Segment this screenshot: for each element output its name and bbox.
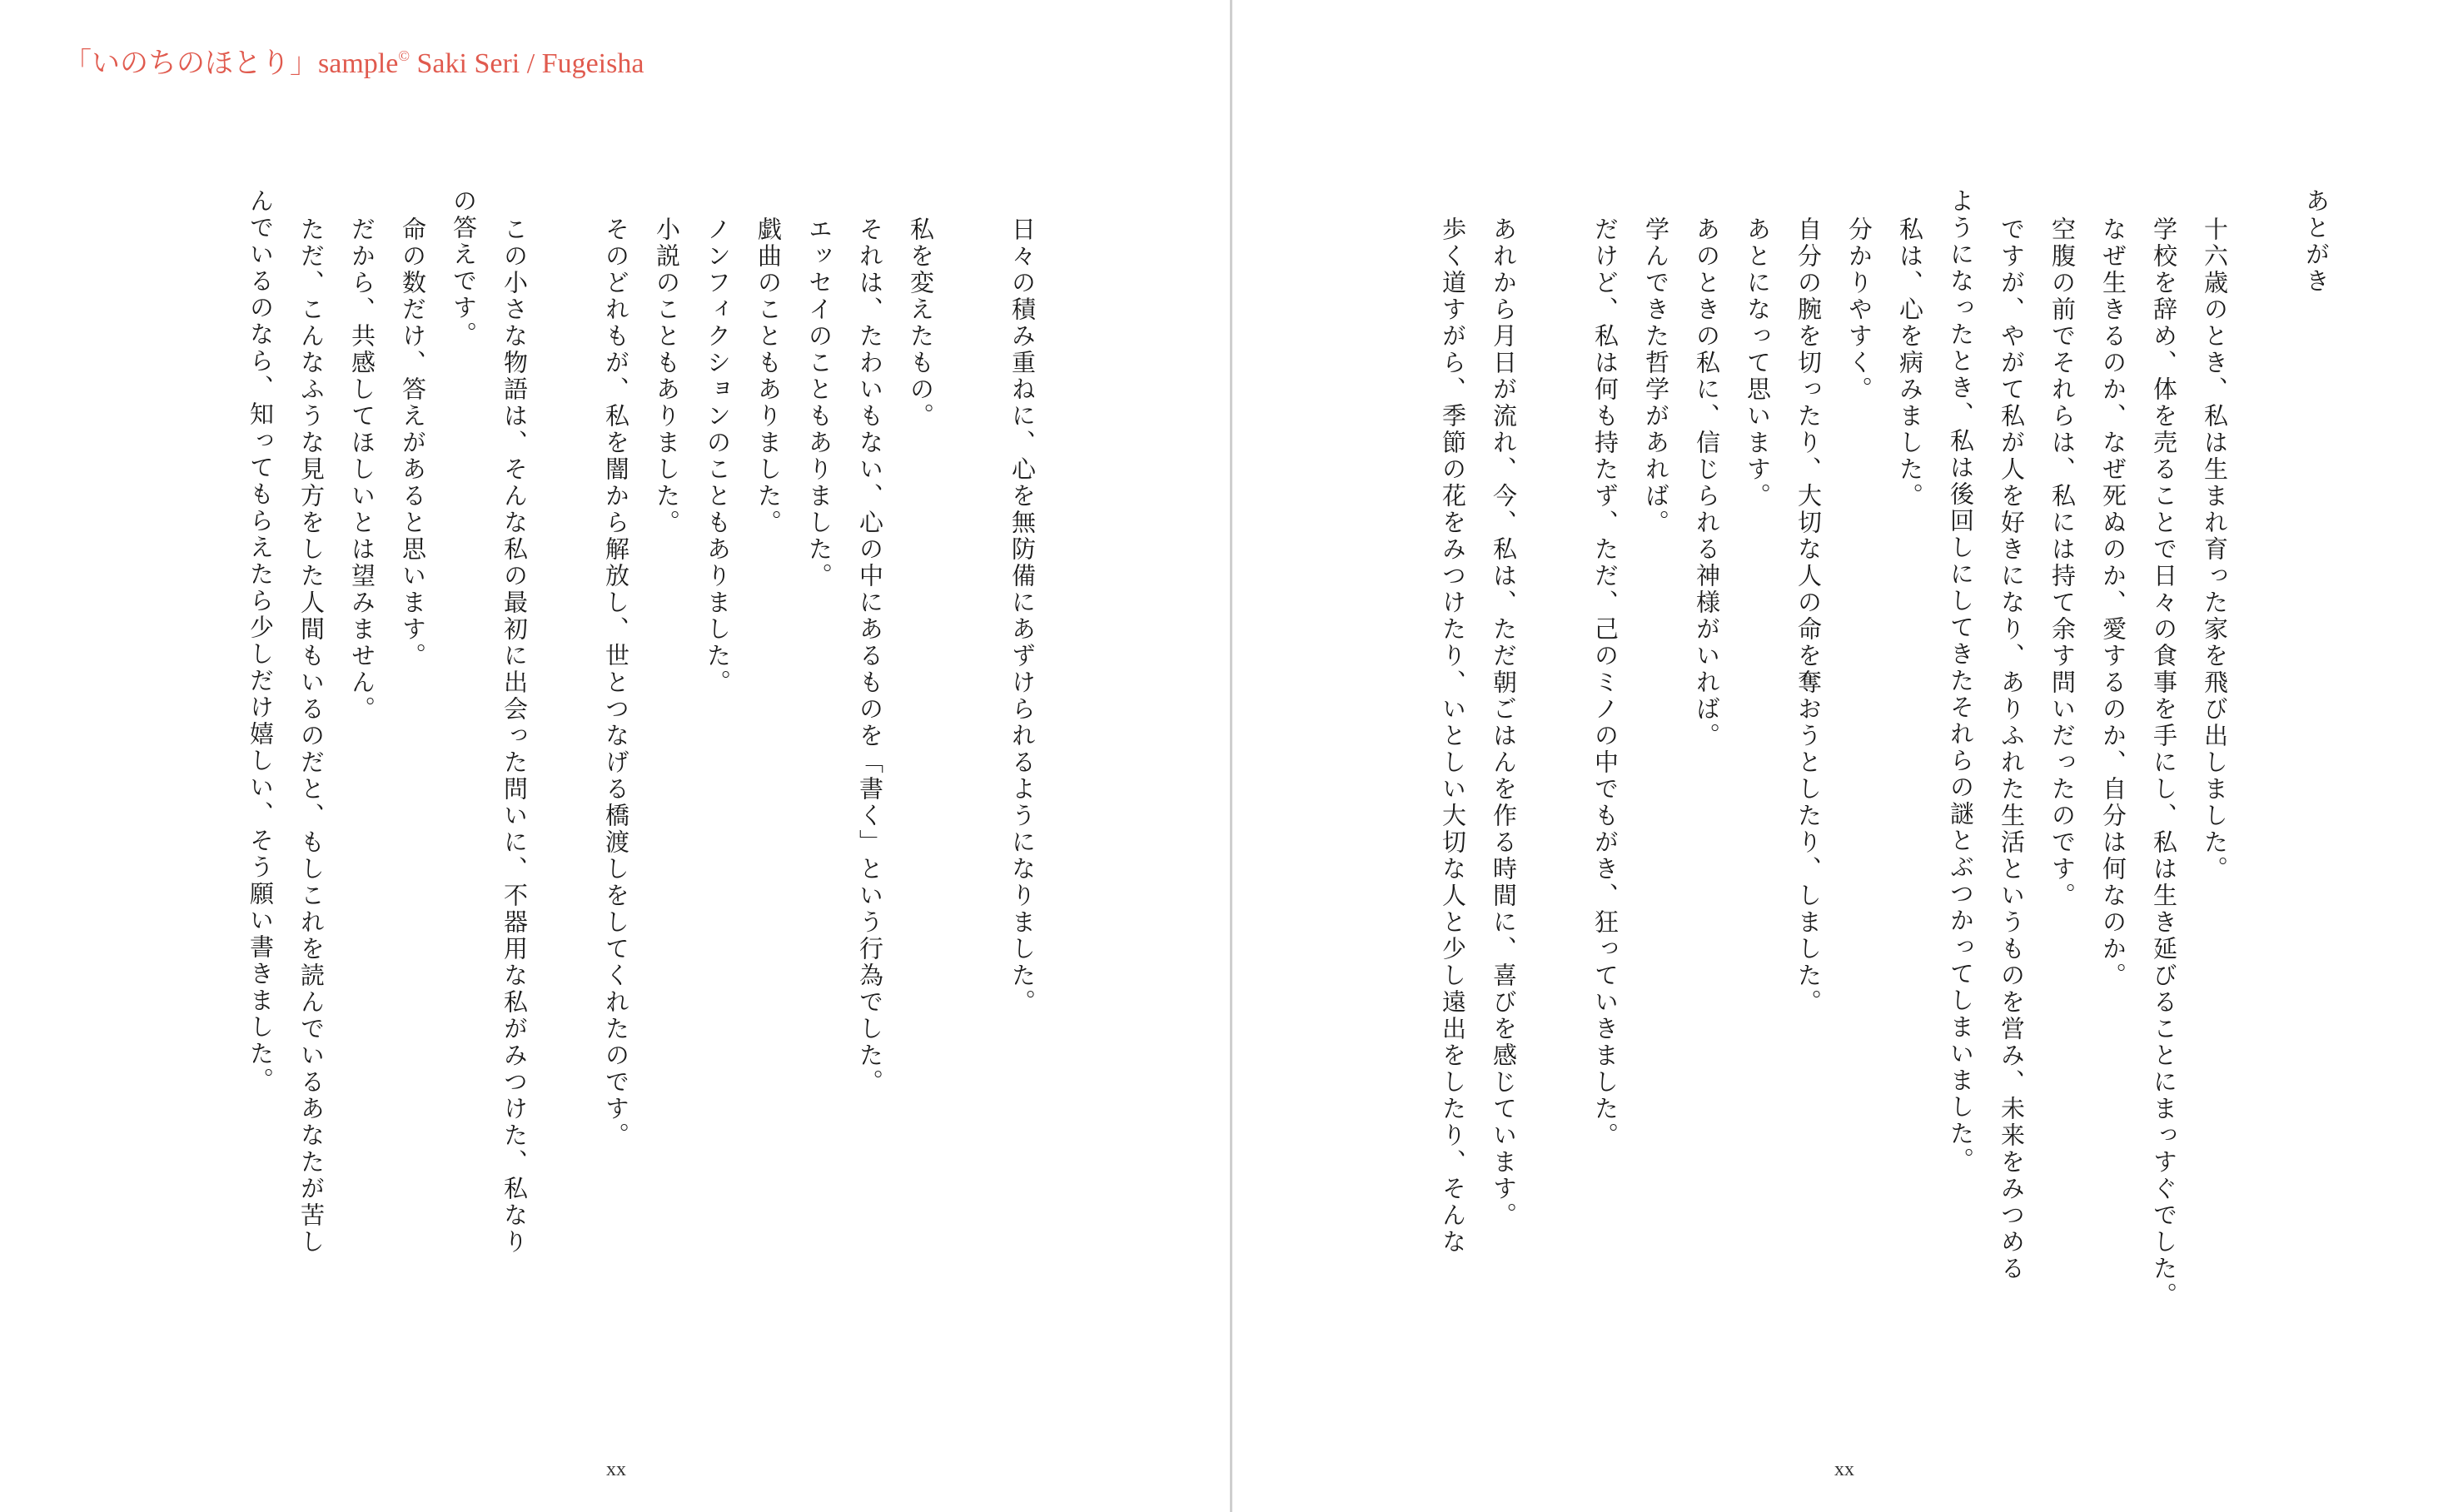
text-line: んでいるのなら、知ってもらえたら少しだけ嬉しい、そう願い書きました。 — [246, 188, 275, 1094]
text-line: ノンフィクションのこともありました。 — [704, 216, 732, 696]
paragraph-break — [946, 188, 997, 1370]
page-number-left: xx — [606, 1459, 626, 1480]
text-line: 私は、心を病みました。 — [1896, 216, 1924, 510]
chapter-heading: あとがき — [2302, 188, 2331, 295]
text-line: 歩く道すがら、季節の花をみつけたり、いとしい大切な人と少し遠出をしたり、そんな — [1439, 216, 1467, 1256]
paragraph-break — [2240, 188, 2291, 1370]
text-line: あのときの私に、信じられる神様がいれば。 — [1693, 216, 1721, 749]
left-page-body — [235, 188, 1047, 1370]
text-line: この小さな物語は、そんな私の最初に出会った問いに、不器用な私がみつけた、私なり — [500, 216, 529, 1256]
text-line: 小説のこともありました。 — [653, 216, 681, 536]
text-line: 日々の積み重ねに、心を無防備にあずけられるようになりました。 — [1008, 216, 1037, 1016]
text-line: だけど、私は何も持たず、ただ、己のミノの中でもがき、狂っていきました。 — [1591, 216, 1620, 1149]
text-line: それは、たわいもない、心の中にあるものを「書く」という行為でした。 — [856, 216, 884, 1096]
text-line: 学校を辞め、体を売ることで日々の食事を手にし、私は生き延びることにまっすぐでした。 — [2150, 216, 2178, 1309]
text-line: あとになって思います。 — [1744, 216, 1772, 510]
text-line: 戯曲のこともありました。 — [754, 216, 783, 536]
text-line: ただ、こんなふうな見方をした人間もいるのだと、もしこれを読んでいるあなたが苦し — [297, 216, 326, 1256]
watermark-credit: Saki Seri / Fugeisha — [416, 48, 644, 79]
text-line: あれから月日が流れ、今、私は、ただ朝ごはんを作る時間に、喜びを感じています。 — [1490, 216, 1518, 1229]
text-line: ですが、やがて私が人を好きになり、ありふれた生活というものを営み、未来をみつめる — [1998, 216, 2026, 1282]
paragraph-break — [540, 188, 590, 1370]
text-line: そのどれもが、私を闇から解放し、世とつなげる橋渡しをしてくれたのです。 — [602, 216, 630, 1149]
text-line: エッセイのこともありました。 — [805, 216, 833, 589]
copyright-mark: © — [398, 47, 410, 64]
watermark-title: 「いのちのほとり」sample — [63, 48, 399, 79]
text-line: なぜ生きるのか、なぜ死ぬのか、愛するのか、自分は何なのか。 — [2099, 216, 2127, 989]
right-page-body — [1427, 188, 2341, 1370]
text-line: ようになったとき、私は後回しにしてきたそれらの謎とぶつかってしまいました。 — [1947, 188, 1975, 1174]
text-line: だから、共感してほしいとは望みません。 — [348, 216, 376, 723]
text-line: 命の数だけ、答えがあると思います。 — [399, 216, 427, 669]
text-line: 学んできた哲学があれば。 — [1642, 216, 1670, 536]
sample-watermark — [63, 40, 644, 81]
right-page — [1232, 0, 2458, 1512]
paragraph-break — [1529, 188, 1580, 1370]
text-line: 自分の腕を切ったり、大切な人の命を奪おうとしたり、しました。 — [1794, 216, 1823, 1016]
text-line: の答えです。 — [450, 188, 478, 348]
text-line: 空腹の前でそれらは、私には持て余す問いだったのです。 — [2048, 216, 2077, 909]
text-line: 分かりやすく。 — [1845, 216, 1873, 403]
page-number-right: xx — [1834, 1459, 1854, 1480]
text-line: 十六歳のとき、私は生まれ育った家を飛び出しました。 — [2201, 216, 2229, 883]
text-line: 私を変えたもの。 — [907, 216, 935, 430]
